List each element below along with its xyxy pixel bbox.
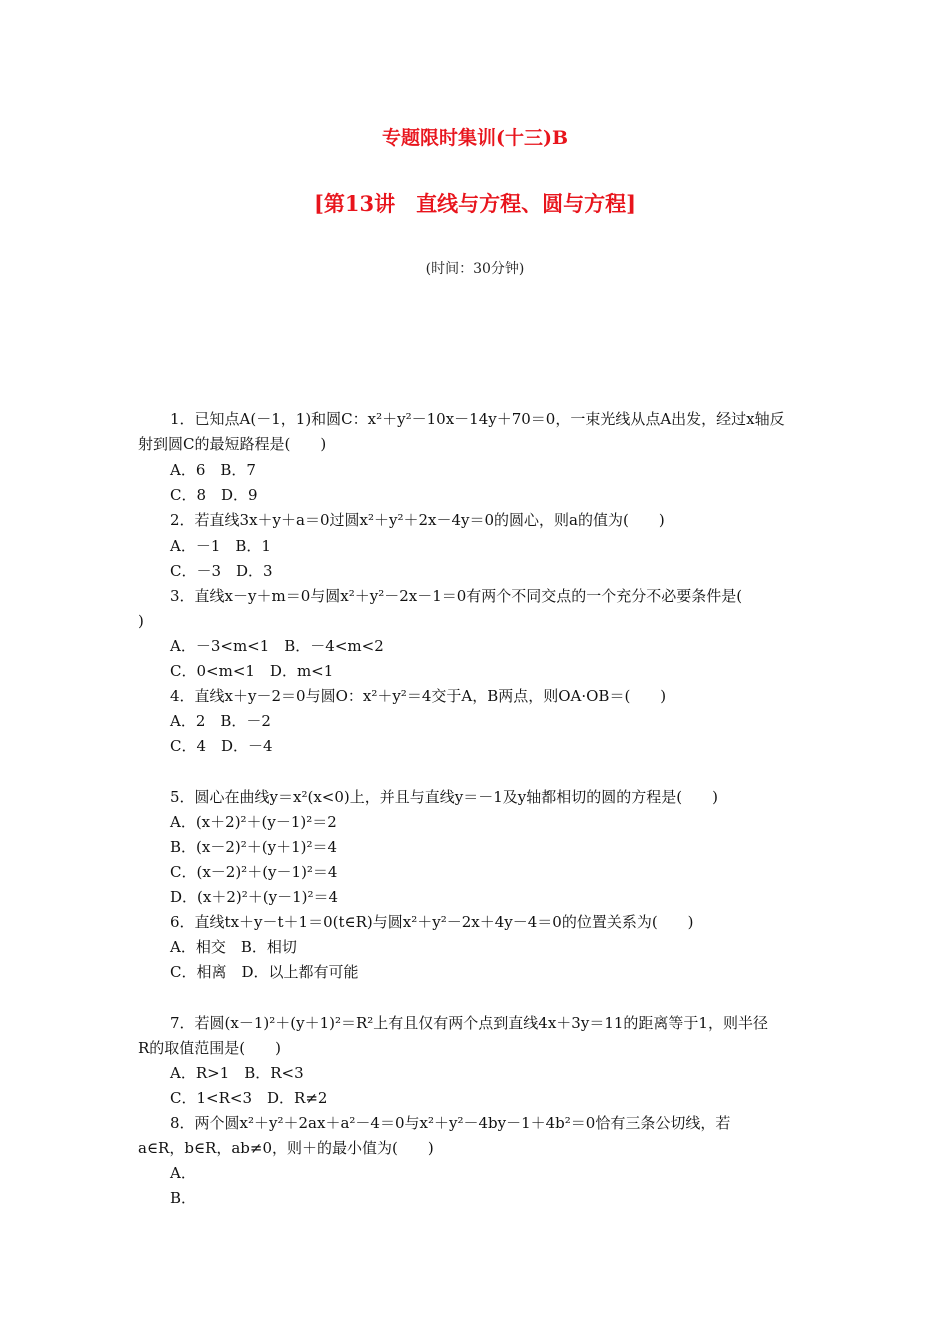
option-row: A．R>1 B．R<3	[170, 1064, 304, 1082]
question-1-line-2: 射到圆C的最短路程是( )	[138, 435, 327, 453]
option-row: B．(x－2)²＋(y＋1)²＝4	[170, 838, 338, 856]
question-3-line-2: )	[138, 612, 144, 630]
question-8-line-2: a∈R，b∈R，ab≠0，则＋的最小值为( )	[138, 1139, 434, 1157]
option-row: C．4 D．－4	[170, 737, 273, 755]
question-8-line-1: 8．两个圆x²＋y²＋2ax＋a²－4＝0与x²＋y²－4by－1＋4b²＝0恰有三条公切线，若	[170, 1114, 731, 1132]
question-5: 5．圆心在曲线y＝x²(x<0)上，并且与直线y＝－1及y轴都相切的圆的方程是( )	[170, 788, 718, 806]
option-row: C．－3 D．3	[170, 562, 273, 580]
option-row: C．0<m<1 D．m<1	[170, 662, 334, 680]
option-row: C．相离 D．以上都有可能	[170, 963, 359, 981]
question-1-line-1: 1．已知点A(－1，1)和圆C：x²＋y²－10x－14y＋70＝0，一束光线从点A出发，经过x轴反	[170, 410, 785, 428]
option-row: C．(x－2)²＋(y－1)²＝4	[170, 863, 338, 881]
page-title: 专题限时集训(十三)B	[381, 127, 569, 149]
question-7-line-1: 7．若圆(x－1)²＋(y＋1)²＝R²上有且仅有两个点到直线4x＋3y＝11的距离等于1，则半径	[170, 1014, 768, 1032]
option-row: B．	[170, 1189, 197, 1207]
time-limit: (时间：30分钟)	[425, 261, 525, 277]
option-row: A．－3<m<1 B．－4<m<2	[170, 637, 384, 655]
option-row: A．2 B．－2	[170, 712, 271, 730]
lesson-subtitle: [第13讲 直线与方程、圆与方程]	[313, 191, 637, 216]
question-3-line-1: 3．直线x－y＋m＝0与圆x²＋y²－2x－1＝0有两个不同交点的一个充分不必要条件是(	[170, 587, 743, 605]
option-row: A．－1 B．1	[170, 537, 271, 555]
option-row: C．8 D．9	[170, 486, 258, 504]
option-row: D．(x＋2)²＋(y－1)²＝4	[170, 888, 339, 906]
question-2: 2．若直线3x＋y＋a＝0过圆x²＋y²＋2x－4y＝0的圆心，则a的值为( )	[170, 511, 665, 529]
option-row: C．1<R<3 D．R≠2	[170, 1089, 328, 1107]
question-7-line-2: R的取值范围是( )	[138, 1039, 281, 1057]
question-6: 6．直线tx＋y－t＋1＝0(t∈R)与圆x²＋y²－2x＋4y－4＝0的位置关系为( )	[170, 913, 694, 931]
question-4: 4．直线x＋y－2＝0与圆O：x²＋y²＝4交于A，B两点，则OA·OB＝( )	[170, 687, 667, 705]
option-row: A．	[170, 1164, 196, 1182]
option-row: A．(x＋2)²＋(y－1)²＝2	[170, 813, 337, 831]
option-row: A．相交 B．相切	[170, 938, 297, 956]
option-row: A．6 B．7	[170, 461, 256, 479]
